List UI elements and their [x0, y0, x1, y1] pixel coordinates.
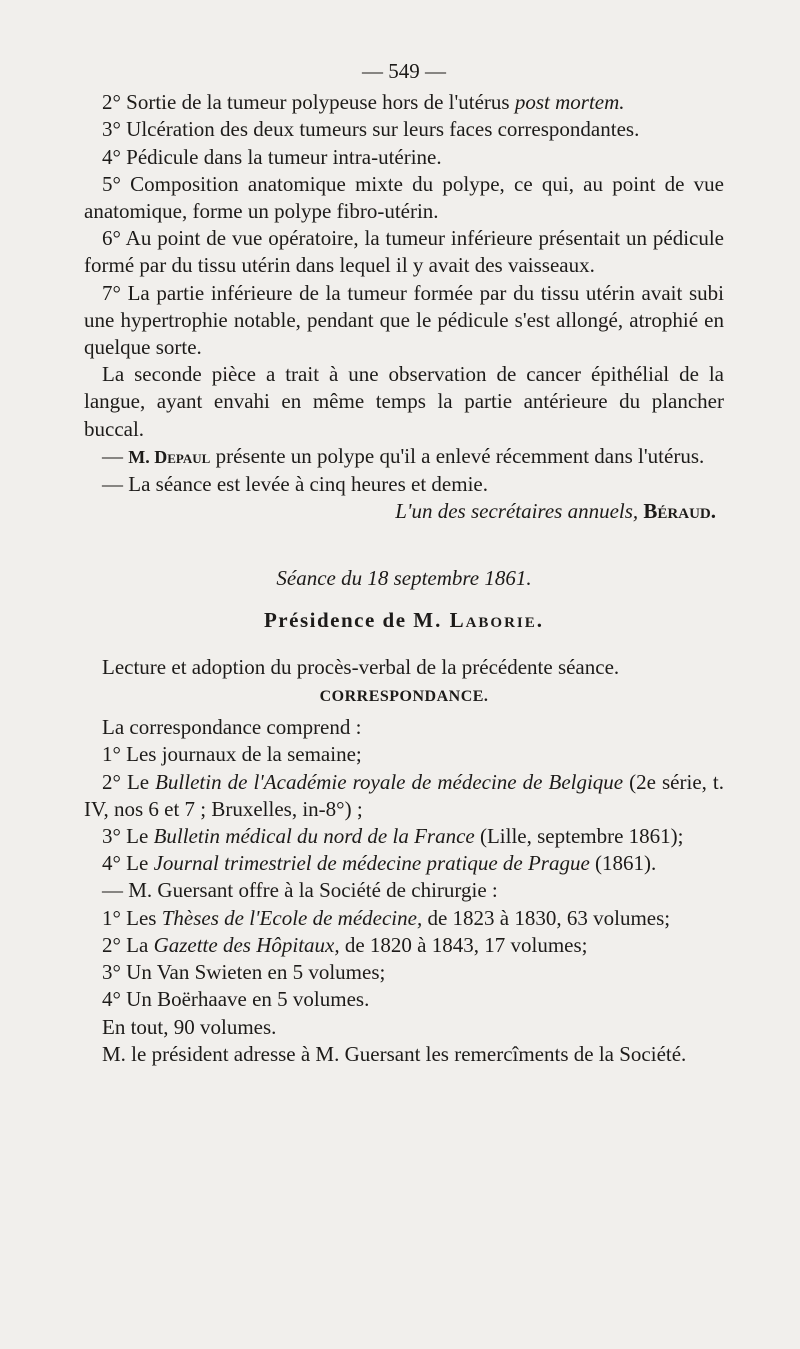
presidence-heading: Présidence de M. Laborie. — [263, 607, 545, 632]
signature: L'un des secrétaires annuels, Béraud. — [395, 499, 716, 524]
corr-item-4: 4° Le Journal trimestriel de médecine pratique de Prague (1861). — [102, 851, 657, 876]
offer-item-4: 4° Un Boërhaave en 5 volumes. — [102, 987, 370, 1012]
item-2: 2° Sortie de la tumeur polypeuse hors de l'utérus post mortem. — [102, 90, 625, 115]
correspondance-heading: CORRESPONDANCE. — [319, 688, 489, 706]
thanks-line: M. le président adresse à M. Guersant les remercîments de la Société. — [102, 1041, 687, 1066]
paragraph-depaul: — M. Depaul présente un polype qu'il a enlevé récemment dans l'utérus. — [102, 443, 705, 468]
offer-item-1: 1° Les Thèses de l'Ecole de médecine, de 1823 à 1830, 63 volumes; — [102, 905, 671, 930]
offer-item-3: 3° Un Van Swieten en 5 volumes; — [102, 960, 386, 985]
paragraph-second-piece: La seconde pièce a trait à une observation de cancer épithélial de la langue, ayant envahi en même temps la partie antérieure du plancher buccal. — [84, 362, 724, 441]
president-name: M. Laborie. — [413, 607, 545, 632]
seance-title: Séance du 18 septembre 1861. — [276, 566, 532, 591]
page-text — [84, 58, 724, 1068]
total-line: En tout, 90 volumes. — [102, 1014, 277, 1039]
item-num: 2° — [102, 90, 121, 115]
corr-item-3: 3° Le Bulletin médical du nord de la France (Lille, septembre 1861); — [102, 824, 684, 849]
guersant-offer: — M. Guersant offre à la Société de chirurgie : — [102, 878, 498, 903]
item-7: 7° La partie inférieure de la tumeur formée par du tissu utérin avait subi une hypertrophie notable, pendant que le pédicule s'est allongé, atrophié en quelque sorte. — [84, 280, 724, 360]
corr-item-1: 1° Les journaux de la semaine; — [102, 742, 362, 767]
corr-item-2: 2° Le Bulletin de l'Académie royale de médecine de Belgique (2e série, t. IV, nos 6 et 7 ; Bruxelles, in-8°) ; — [84, 769, 725, 821]
item-4: 4° Pédicule dans la tumeur intra-utérine. — [102, 144, 442, 169]
corr-intro: La correspondance comprend : — [102, 715, 362, 740]
person-name: M. Depaul — [128, 446, 211, 467]
page-number: — 549 — — [362, 59, 446, 83]
lecture-line: Lecture et adoption du procès-verbal de la précédente séance. — [102, 654, 620, 679]
item-3: 3° Ulcération des deux tumeurs sur leurs faces correspondantes. — [102, 117, 640, 142]
signature-name: Béraud. — [643, 499, 716, 524]
item-6: 6° Au point de vue opératoire, la tumeur inférieure présentait un pédicule formé par du tissu utérin dans lequel il y avait des vaisseaux. — [84, 226, 725, 278]
item-5: 5° Composition anatomique mixte du polype, ce qui, au point de vue anatomique, forme un polype fibro-utérin. — [84, 171, 724, 224]
session-closed: — La séance est levée à cinq heures et demie. — [102, 472, 488, 497]
latin-phrase: post mortem. — [514, 90, 625, 115]
offer-item-2: 2° La Gazette des Hôpitaux, de 1820 à 1843, 17 volumes; — [102, 932, 588, 957]
